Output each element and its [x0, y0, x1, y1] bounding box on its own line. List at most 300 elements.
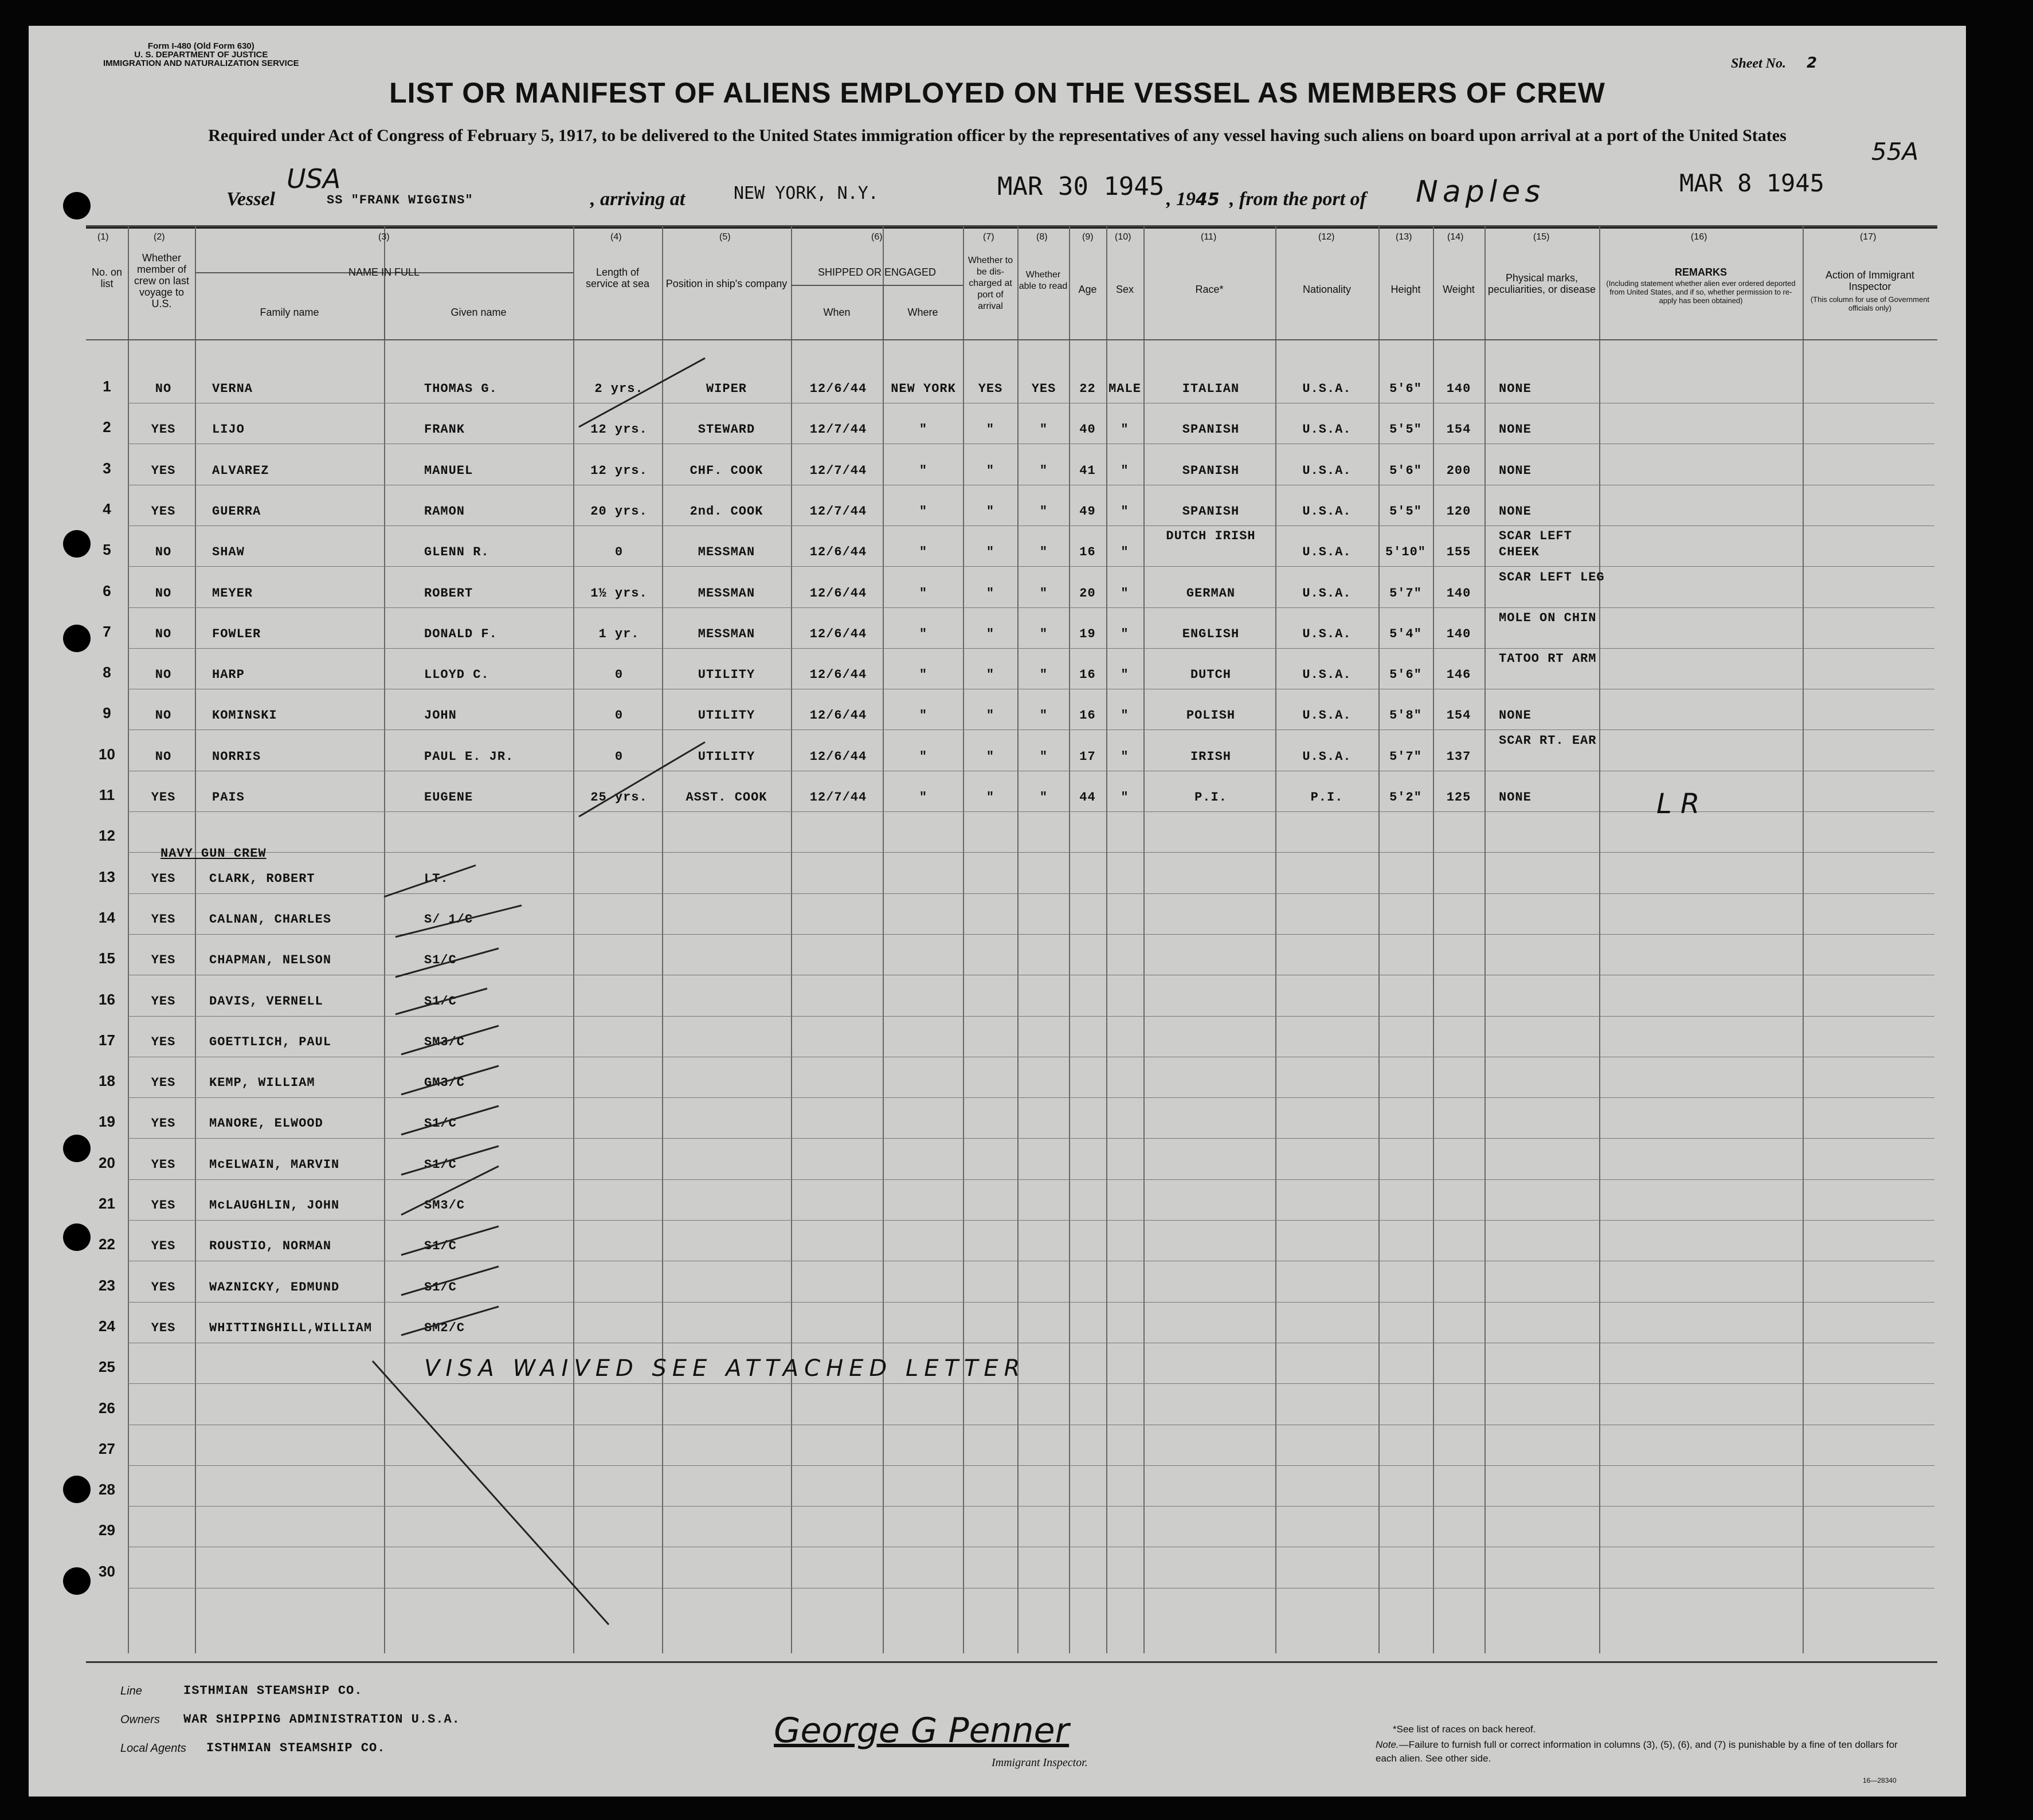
- punch-hole: [63, 530, 91, 558]
- inspector-signature: George G Penner: [774, 1711, 1070, 1751]
- navy-member: YES: [151, 1157, 176, 1172]
- crew-cell-discharged: ": [986, 586, 995, 601]
- navy-rank: S/ 1/C: [424, 912, 473, 927]
- navy-rank: S1/C: [424, 953, 457, 968]
- crew-cell-position: CHF. COOK: [690, 463, 763, 478]
- row-number: 25: [99, 1358, 115, 1376]
- crew-cell-height: 5'8": [1389, 708, 1422, 723]
- crew-cell-weight: 125: [1446, 790, 1471, 805]
- crew-cell-position: MESSMAN: [698, 626, 755, 641]
- row-number: 2: [103, 418, 111, 436]
- crew-cell-when: 12/7/44: [809, 790, 867, 805]
- crew-cell-nationality: U.S.A.: [1302, 586, 1352, 601]
- crew-cell-length: 0: [614, 668, 624, 682]
- crew-cell-length: 1½ yrs.: [590, 586, 648, 601]
- crew-cell-family: ALVAREZ: [212, 463, 269, 478]
- crew-cell-age: 16: [1079, 668, 1096, 682]
- crew-cell-height: 5'2": [1389, 790, 1422, 805]
- crew-cell-sex: ": [1121, 749, 1129, 764]
- crew-cell-member: YES: [151, 463, 176, 478]
- navy-crew-header: NAVY GUN CREW: [160, 846, 267, 861]
- col-number: (6): [871, 232, 883, 242]
- crew-cell-age: 49: [1079, 504, 1096, 519]
- print-code: 16—28340: [1863, 1776, 1897, 1784]
- crew-cell-age: 19: [1079, 626, 1096, 641]
- line-value: ISTHMIAN STEAMSHIP CO.: [183, 1684, 363, 1698]
- crew-cell-marks: NONE: [1499, 790, 1531, 805]
- header-when: When: [823, 307, 851, 318]
- navy-name: DAVIS, VERNELL: [209, 994, 323, 1009]
- row-number: 26: [99, 1399, 115, 1417]
- arriving-label: , arriving at: [590, 189, 685, 210]
- navy-rank: SM3/C: [424, 1198, 465, 1213]
- crew-cell-race: GERMAN: [1186, 586, 1236, 601]
- navy-member: YES: [151, 1076, 176, 1091]
- row-number: 9: [103, 704, 111, 722]
- navy-member: YES: [151, 1116, 176, 1131]
- crew-cell-read: ": [1039, 668, 1048, 682]
- row-number: 19: [99, 1113, 115, 1131]
- crew-cell-member: NO: [155, 586, 172, 601]
- crew-cell-family: HARP: [212, 668, 245, 682]
- col-number: (9): [1082, 232, 1094, 242]
- navy-name: GOETTLICH, PAUL: [209, 1034, 332, 1049]
- punch-hole: [63, 625, 91, 652]
- crew-cell-age: 41: [1079, 463, 1096, 478]
- crew-cell-nationality: U.S.A.: [1302, 382, 1352, 396]
- service: IMMIGRATION AND NATURALIZATION SERVICE: [103, 58, 299, 68]
- row-number: 29: [99, 1521, 115, 1539]
- navy-rank: GM3/C: [424, 1076, 465, 1091]
- crew-cell-discharged: YES: [978, 382, 1003, 396]
- navy-rank: S1/C: [424, 1239, 457, 1254]
- header-no: No. on list: [91, 266, 123, 289]
- crew-cell-weight: 154: [1446, 422, 1471, 437]
- crew-cell-when: 12/7/44: [809, 463, 867, 478]
- header-action: Action of Immigrant Inspector: [1825, 269, 1915, 292]
- navy-member: YES: [151, 1320, 176, 1335]
- visa-note: VISA WAIVED SEE ATTACHED LETTER: [424, 1355, 1026, 1382]
- crew-cell-position: UTILITY: [698, 749, 755, 764]
- crew-cell-given: ROBERT: [424, 586, 473, 601]
- header-discharged: Whether to be dis-charged at port of arrival: [967, 256, 1013, 311]
- navy-rank: SM2/C: [424, 1320, 465, 1335]
- header-marks: Physical marks, peculiarities, or disease: [1487, 272, 1596, 295]
- crew-cell-given: DONALD F.: [424, 626, 498, 641]
- crew-cell-family: KOMINSKI: [212, 708, 277, 723]
- crew-cell-nationality: U.S.A.: [1302, 708, 1352, 723]
- crew-cell-when: 12/7/44: [809, 504, 867, 519]
- navy-member: YES: [151, 1280, 176, 1295]
- crew-cell-sex: ": [1121, 626, 1129, 641]
- crew-cell-marks: NONE: [1499, 504, 1531, 519]
- col-number: (5): [719, 232, 731, 242]
- crew-cell-member: NO: [155, 626, 172, 641]
- crew-cell-read: ": [1039, 422, 1048, 437]
- crew-cell-age: 17: [1079, 749, 1096, 764]
- year-label: , 1945: [1166, 189, 1220, 210]
- races-note: *See list of races on back hereof.: [1393, 1724, 1536, 1735]
- col-number: (7): [983, 232, 994, 242]
- crew-cell-length: 0: [614, 749, 624, 764]
- crew-cell-family: PAIS: [212, 790, 245, 805]
- navy-member: YES: [151, 1034, 176, 1049]
- crew-cell-when: 12/7/44: [809, 422, 867, 437]
- header-position: Position in ship's company: [665, 278, 788, 289]
- departure-date: MAR 8 1945: [1679, 169, 1824, 197]
- crew-cell-where: ": [919, 545, 928, 560]
- crew-cell-sex: ": [1121, 586, 1129, 601]
- crew-cell-marks: SCAR LEFT LEG: [1499, 570, 1605, 585]
- crew-cell-family: NORRIS: [212, 749, 261, 764]
- vessel-name: SS "FRANK WIGGINS": [327, 193, 473, 207]
- row-number: 28: [99, 1481, 115, 1499]
- header-length: Length of service at sea: [585, 266, 650, 289]
- crew-cell-race: SPANISH: [1182, 504, 1240, 519]
- crew-cell-length: 20 yrs.: [590, 504, 648, 519]
- header-action-note: (This column for use of Government officials only): [1810, 295, 1930, 312]
- col-number: (11): [1201, 232, 1217, 242]
- lr-note: L R: [1656, 788, 1700, 820]
- row-number: 8: [103, 664, 111, 681]
- crew-cell-discharged: ": [986, 626, 995, 641]
- crew-cell-where: ": [919, 586, 928, 601]
- navy-rank: S1/C: [424, 1116, 457, 1131]
- crew-cell-length: 0: [614, 708, 624, 723]
- corner-note: 55A: [1871, 138, 1919, 166]
- crew-cell-given: FRANK: [424, 422, 465, 437]
- form-number: Form I-480 (Old Form 630): [147, 41, 254, 51]
- crew-cell-family: LIJO: [212, 422, 245, 437]
- col-number: (13): [1396, 232, 1412, 242]
- crew-cell-height: 5'7": [1389, 749, 1422, 764]
- navy-name: CALNAN, CHARLES: [209, 912, 332, 927]
- crew-cell-given: MANUEL: [424, 463, 473, 478]
- crew-cell-marks: NONE: [1499, 382, 1531, 396]
- agents-label: Local Agents: [120, 1742, 186, 1755]
- row-number: 22: [99, 1235, 115, 1253]
- navy-rank: S1/C: [424, 994, 457, 1009]
- crew-cell-nationality: U.S.A.: [1302, 422, 1352, 437]
- navy-rank: LT.: [424, 871, 449, 886]
- row-number: 15: [99, 950, 115, 967]
- crew-cell-discharged: ": [986, 749, 995, 764]
- crew-cell-position: MESSMAN: [698, 545, 755, 560]
- punch-hole: [63, 192, 91, 219]
- header-race: Race*: [1195, 284, 1224, 295]
- row-number: 5: [103, 541, 111, 559]
- crew-cell-position: ASST. COOK: [685, 790, 767, 805]
- row-number: 3: [103, 459, 111, 477]
- col-number: (14): [1447, 232, 1464, 242]
- crew-cell-marks: SCAR LEFT CHEEK: [1499, 529, 1572, 560]
- crew-cell-age: 22: [1079, 382, 1096, 396]
- crew-cell-length: 0: [614, 545, 624, 560]
- navy-member: YES: [151, 994, 176, 1009]
- crew-cell-family: GUERRA: [212, 504, 261, 519]
- crew-cell-where: ": [919, 626, 928, 641]
- crew-cell-height: 5'7": [1389, 586, 1422, 601]
- sheet-label: Sheet No.: [1731, 56, 1786, 71]
- col-number: (8): [1036, 232, 1048, 242]
- navy-member: YES: [151, 1198, 176, 1213]
- crew-cell-sex: ": [1121, 790, 1129, 805]
- crew-cell-weight: 140: [1446, 586, 1471, 601]
- crew-cell-nationality: U.S.A.: [1302, 749, 1352, 764]
- row-number: 21: [99, 1195, 115, 1212]
- crew-cell-nationality: U.S.A.: [1302, 545, 1352, 560]
- crew-cell-position: WIPER: [706, 382, 747, 396]
- row-number: 24: [99, 1317, 115, 1335]
- crew-cell-family: FOWLER: [212, 626, 261, 641]
- row-number: 16: [99, 990, 115, 1008]
- crew-cell-read: ": [1039, 749, 1048, 764]
- crew-cell-sex: ": [1121, 545, 1129, 560]
- crew-cell-given: GLENN R.: [424, 545, 489, 560]
- col-number: (3): [378, 232, 390, 242]
- crew-cell-when: 12/6/44: [809, 668, 867, 682]
- navy-name: CLARK, ROBERT: [209, 871, 315, 886]
- crew-cell-read: ": [1039, 504, 1048, 519]
- crew-cell-height: 5'4": [1389, 626, 1422, 641]
- crew-cell-weight: 120: [1446, 504, 1471, 519]
- manifest-page: [29, 26, 1966, 1797]
- crew-cell-given: RAMON: [424, 504, 465, 519]
- crew-cell-marks: SCAR RT. EAR: [1499, 733, 1597, 748]
- arrival-date: MAR 30 1945: [997, 172, 1165, 201]
- crew-cell-weight: 140: [1446, 382, 1471, 396]
- crew-cell-weight: 140: [1446, 626, 1471, 641]
- header-remarks-note: (Including statement whether alien ever ordered deported from United States, and if so, whether permission to re-apply has been obtained): [1606, 279, 1796, 305]
- crew-cell-sex: ": [1121, 708, 1129, 723]
- crew-cell-nationality: U.S.A.: [1302, 668, 1352, 682]
- navy-member: YES: [151, 1239, 176, 1254]
- crew-cell-height: 5'10": [1385, 545, 1426, 560]
- header-nationality: Nationality: [1302, 284, 1352, 295]
- navy-name: McELWAIN, MARVIN: [209, 1157, 340, 1172]
- header-height: Height: [1390, 284, 1421, 295]
- crew-cell-height: 5'6": [1389, 463, 1422, 478]
- crew-cell-discharged: ": [986, 463, 995, 478]
- crew-cell-race: ITALIAN: [1182, 382, 1240, 396]
- row-number: 7: [103, 622, 111, 640]
- navy-name: CHAPMAN, NELSON: [209, 953, 332, 968]
- crew-cell-sex: ": [1121, 504, 1129, 519]
- crew-cell-family: VERNA: [212, 382, 253, 396]
- punch-hole: [63, 1476, 91, 1503]
- header-age: Age: [1078, 284, 1097, 295]
- crew-cell-discharged: ": [986, 668, 995, 682]
- crew-cell-read: ": [1039, 545, 1048, 560]
- crew-cell-sex: ": [1121, 463, 1129, 478]
- crew-cell-position: MESSMAN: [698, 586, 755, 601]
- crew-cell-when: 12/6/44: [809, 626, 867, 641]
- crew-cell-marks: NONE: [1499, 422, 1531, 437]
- crew-cell-age: 16: [1079, 545, 1096, 560]
- row-number: 17: [99, 1031, 115, 1049]
- crew-cell-length: 12 yrs.: [590, 422, 648, 437]
- crew-cell-when: 12/6/44: [809, 708, 867, 723]
- row-number: 23: [99, 1276, 115, 1294]
- crew-cell-age: 16: [1079, 708, 1096, 723]
- sheet-value: 2: [1807, 54, 1817, 72]
- header-member: Whether member of crew on last voyage to U.S.: [134, 252, 190, 309]
- from-port: Naples: [1416, 175, 1545, 209]
- crew-cell-weight: 155: [1446, 545, 1471, 560]
- navy-name: KEMP, WILLIAM: [209, 1076, 315, 1091]
- header-sex: Sex: [1115, 284, 1134, 295]
- crew-cell-where: NEW YORK: [891, 382, 956, 396]
- navy-name: WAZNICKY, EDMUND: [209, 1280, 340, 1295]
- crew-cell-discharged: ": [986, 708, 995, 723]
- crew-cell-read: ": [1039, 586, 1048, 601]
- agents-value: ISTHMIAN STEAMSHIP CO.: [206, 1741, 386, 1755]
- crew-cell-given: JOHN: [424, 708, 457, 723]
- crew-cell-height: 5'6": [1389, 382, 1422, 396]
- crew-cell-sex: ": [1121, 422, 1129, 437]
- navy-name: McLAUGHLIN, JOHN: [209, 1198, 340, 1213]
- row-number: 11: [99, 786, 115, 803]
- vessel-label: Vessel: [226, 189, 275, 210]
- crew-cell-marks: NONE: [1499, 708, 1531, 723]
- pen-strokes: [29, 26, 1966, 1797]
- col-number: (4): [610, 232, 622, 242]
- header-read: Whether able to read: [1019, 270, 1068, 291]
- navy-name: WHITTINGHILL,WILLIAM: [209, 1320, 373, 1335]
- crew-cell-discharged: ": [986, 790, 995, 805]
- crew-cell-sex: MALE: [1108, 382, 1141, 396]
- row-number: 6: [103, 582, 111, 599]
- crew-cell-member: NO: [155, 708, 172, 723]
- crew-cell-family: SHAW: [212, 545, 245, 560]
- col-number: (1): [97, 232, 109, 242]
- crew-cell-read: ": [1039, 626, 1048, 641]
- crew-cell-race: DUTCH: [1190, 668, 1231, 682]
- row-number: 1: [103, 378, 111, 395]
- crew-cell-read: YES: [1031, 382, 1056, 396]
- crew-cell-length: 25 yrs.: [590, 790, 648, 805]
- navy-member: YES: [151, 871, 176, 886]
- crew-cell-weight: 200: [1446, 463, 1471, 478]
- crew-cell-where: ": [919, 708, 928, 723]
- navy-member: YES: [151, 912, 176, 927]
- row-number: 30: [99, 1562, 115, 1580]
- crew-cell-race: POLISH: [1186, 708, 1236, 723]
- row-number: 12: [99, 827, 115, 845]
- crew-cell-where: ": [919, 790, 928, 805]
- page-title: LIST OR MANIFEST OF ALIENS EMPLOYED ON THE VESSEL AS MEMBERS OF CREW: [389, 77, 1605, 109]
- navy-name: MANORE, ELWOOD: [209, 1116, 323, 1131]
- crew-cell-length: 12 yrs.: [590, 463, 648, 478]
- col-number: (12): [1318, 232, 1335, 242]
- crew-cell-race: DUTCH IRISH: [1166, 529, 1256, 544]
- crew-cell-race: ENGLISH: [1182, 626, 1240, 641]
- crew-cell-nationality: P.I.: [1310, 790, 1343, 805]
- navy-rank: SM3/C: [424, 1034, 465, 1049]
- department: U. S. DEPARTMENT OF JUSTICE: [134, 50, 268, 60]
- crew-cell-nationality: U.S.A.: [1302, 463, 1352, 478]
- crew-cell-discharged: ": [986, 422, 995, 437]
- crew-cell-where: ": [919, 749, 928, 764]
- crew-cell-read: ": [1039, 790, 1048, 805]
- crew-cell-when: 12/6/44: [809, 545, 867, 560]
- crew-cell-position: UTILITY: [698, 668, 755, 682]
- owners-label: Owners: [120, 1713, 160, 1726]
- punch-hole: [63, 1223, 91, 1251]
- crew-cell-member: NO: [155, 668, 172, 682]
- line-label: Line: [120, 1685, 142, 1697]
- crew-cell-where: ": [919, 668, 928, 682]
- crew-cell-when: 12/6/44: [809, 586, 867, 601]
- crew-cell-member: YES: [151, 422, 176, 437]
- navy-rank: S1/C: [424, 1157, 457, 1172]
- crew-cell-age: 44: [1079, 790, 1096, 805]
- crew-cell-position: STEWARD: [698, 422, 755, 437]
- crew-cell-race: IRISH: [1190, 749, 1231, 764]
- crew-cell-length: 2 yrs.: [594, 382, 644, 396]
- header-where: Where: [907, 307, 938, 318]
- page-subtitle: Required under Act of Congress of February 5, 1917, to be delivered to the United States immigration officer by the representatives of any vessel having such aliens on board upon arrival at a port of the United States: [208, 126, 1787, 145]
- crew-cell-race: SPANISH: [1182, 422, 1240, 437]
- crew-cell-height: 5'5": [1389, 504, 1422, 519]
- row-number: 14: [99, 908, 115, 926]
- crew-cell-height: 5'5": [1389, 422, 1422, 437]
- row-number: 20: [99, 1154, 115, 1171]
- col-number: (16): [1691, 232, 1707, 242]
- crew-cell-given: LLOYD C.: [424, 668, 489, 682]
- crew-cell-read: ": [1039, 463, 1048, 478]
- crew-cell-age: 40: [1079, 422, 1096, 437]
- crew-cell-length: 1 yr.: [598, 626, 640, 641]
- crew-cell-marks: MOLE ON CHIN: [1499, 610, 1597, 625]
- crew-cell-given: PAUL E. JR.: [424, 749, 514, 764]
- crew-cell-position: UTILITY: [698, 708, 755, 723]
- crew-cell-where: ": [919, 422, 928, 437]
- crew-cell-read: ": [1039, 708, 1048, 723]
- arriving-port: NEW YORK, N.Y.: [734, 183, 879, 203]
- crew-cell-weight: 154: [1446, 708, 1471, 723]
- crew-cell-marks: NONE: [1499, 463, 1531, 478]
- crew-cell-race: P.I.: [1194, 790, 1227, 805]
- row-number: 13: [99, 868, 115, 885]
- navy-name: ROUSTIO, NORMAN: [209, 1239, 332, 1254]
- col-number: (15): [1533, 232, 1550, 242]
- crew-cell-member: YES: [151, 504, 176, 519]
- row-number: 27: [99, 1439, 115, 1457]
- crew-cell-age: 20: [1079, 586, 1096, 601]
- crew-cell-family: MEYER: [212, 586, 253, 601]
- row-number: 10: [99, 745, 115, 763]
- crew-cell-given: THOMAS G.: [424, 382, 498, 396]
- crew-cell-member: NO: [155, 749, 172, 764]
- row-number: 4: [103, 500, 111, 517]
- fine-note: Note.—Failure to furnish full or correct information in columns (3), (5), (6), and (7) is punishable by a fine of ten dollars for each alien. See other side.: [1376, 1739, 1898, 1764]
- crew-cell-when: 12/6/44: [809, 382, 867, 396]
- crew-cell-weight: 137: [1446, 749, 1471, 764]
- crew-cell-member: YES: [151, 790, 176, 805]
- crew-cell-member: NO: [155, 545, 172, 560]
- owners-value: WAR SHIPPING ADMINISTRATION U.S.A.: [183, 1712, 460, 1727]
- header-given: Given name: [451, 307, 507, 318]
- crew-cell-weight: 146: [1446, 668, 1471, 682]
- crew-cell-sex: ": [1121, 668, 1129, 682]
- header-weight: Weight: [1443, 284, 1475, 295]
- crew-cell-where: ": [919, 504, 928, 519]
- navy-member: YES: [151, 953, 176, 968]
- crew-cell-position: 2nd. COOK: [690, 504, 763, 519]
- crew-cell-where: ": [919, 463, 928, 478]
- crew-cell-discharged: ": [986, 504, 995, 519]
